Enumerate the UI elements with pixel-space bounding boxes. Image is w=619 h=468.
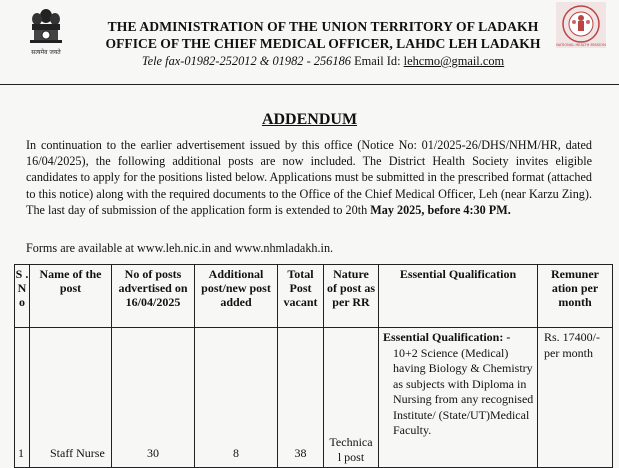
col-header-advertised: No of posts advertised on 16/04/2025 [112, 265, 195, 328]
forms-availability-line: Forms are available at www.leh.nic.in and www.nhmladakh.in. [26, 241, 334, 255]
col-header-total: Total Post vacant [278, 265, 324, 328]
col-header-qualification: Essential Qualification [379, 265, 538, 328]
col-header-post-name: Name of the post [30, 265, 112, 328]
cell-nature: Technica l post [324, 328, 379, 468]
header-divider [0, 84, 619, 85]
col-header-nature: Nature of post as per RR [324, 265, 379, 328]
cell-sno: 1 [15, 328, 30, 468]
qualification-label: Essential Qualification: - [383, 330, 511, 344]
letterhead [88, 18, 558, 70]
posts-table [14, 264, 613, 468]
cell-qualification [379, 328, 538, 468]
cell-post-name: Staff Nurse [30, 328, 112, 468]
col-header-additional: Additional post/new post added [195, 265, 278, 328]
col-header-sno: S . N o [15, 265, 30, 328]
national-health-mission-logo [556, 2, 606, 48]
notice-paragraph [26, 137, 592, 218]
contact-phone: Tele fax-01982-252012 & 01982 - 256186 [141, 54, 351, 68]
email-label: Email Id: [350, 54, 404, 68]
qualification-text: 10+2 Science (Medical) having Biology & Chemistry as subjects with Diploma in Nursing from any recognised Institute/ (State/UT)Medical Faculty. [393, 345, 534, 437]
email-link[interactable]: lehcmo@gmail.com [403, 54, 505, 68]
cell-additional: 8 [195, 328, 278, 468]
logo-text: NATIONAL HEALTH MISSION [556, 43, 606, 47]
cell-remuneration: Rs. 17400/- per month [538, 328, 613, 468]
page-title: ADDENDUM [261, 111, 358, 128]
table-row [15, 328, 613, 468]
col-header-remuneration: Remuner ation per month [538, 265, 613, 328]
deadline-text: May 2025, before 4:30 PM. [370, 202, 511, 217]
header-administration: THE ADMINISTRATION OF THE UNION TERRITORY OF LADAKH [107, 19, 539, 34]
header-office: OFFICE OF THE CHIEF MEDICAL OFFICER, LAHDC LEH LADAKH [105, 36, 541, 51]
notice-body-text: In continuation to the earlier advertisement issued by this office (Notice No: 01/2025-26/DHS/NHM/HR, dated 16/04/2025), the following additional posts are now included. The District Health Society invites eligible candidates to apply for the positions listed below. Applications must be submitted in the prescribed format (attached to this notice) along with the required documents to the Office of the Chief Medical Officer, Leh (near Karzu Zing). The last day of submission of the application form is extended to 20th [26, 138, 592, 217]
cell-advertised: 30 [112, 328, 195, 468]
header-contact [88, 52, 558, 70]
emblem-motto: सत्यमेव जयते [31, 49, 61, 56]
table-header-row [15, 265, 613, 328]
state-emblem-logo [24, 2, 68, 60]
cell-total: 38 [278, 328, 324, 468]
